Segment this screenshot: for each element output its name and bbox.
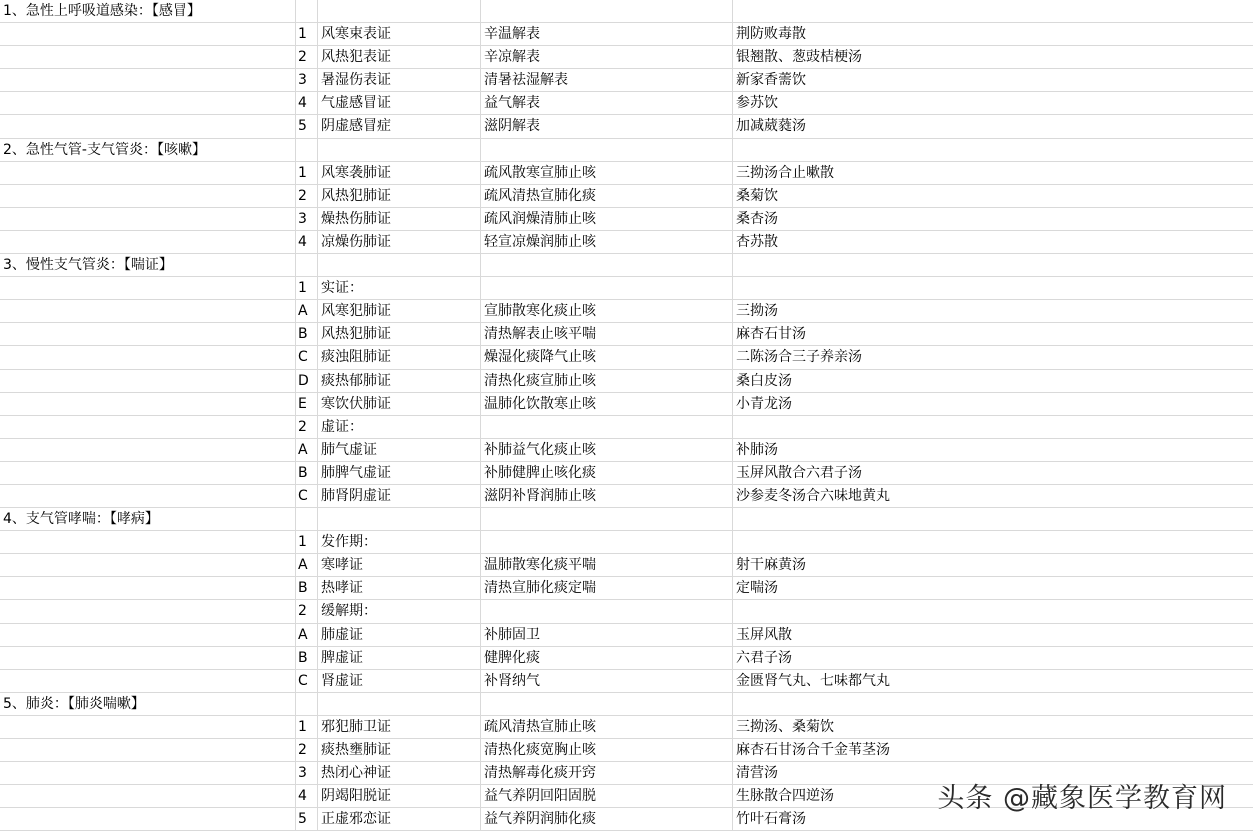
treatment-method-cell[interactable]: 疏风清热宣肺化痰 <box>481 185 733 207</box>
treatment-method-cell[interactable]: 补肺健脾止咳化痰 <box>481 462 733 484</box>
treatment-method-cell[interactable] <box>481 416 733 438</box>
formula-cell[interactable]: 三拗汤合止嗽散 <box>736 164 834 181</box>
index-cell[interactable]: D <box>296 370 318 392</box>
syndrome-cell[interactable]: 邪犯肺卫证 <box>318 716 481 738</box>
empty-cell[interactable] <box>318 254 481 276</box>
table-row <box>0 439 1253 462</box>
formula-cell[interactable]: 杏苏散 <box>736 233 778 250</box>
treatment-method-cell[interactable]: 清暑祛湿解表 <box>481 69 733 91</box>
syndrome-cell[interactable]: 正虚邪恋证 <box>318 808 481 830</box>
index-cell[interactable]: 3 <box>296 69 318 91</box>
formula-cell[interactable]: 补肺汤 <box>736 441 778 458</box>
empty-cell[interactable] <box>481 0 733 22</box>
formula-cell[interactable]: 生脉散合四逆汤 <box>736 788 834 805</box>
syndrome-cell[interactable]: 热闭心神证 <box>318 762 481 784</box>
table-row <box>0 23 1253 46</box>
treatment-method-cell[interactable]: 益气养阴回阳固脱 <box>481 785 733 807</box>
treatment-method-cell[interactable]: 轻宣凉燥润肺止咳 <box>481 231 733 253</box>
table-row <box>0 277 1253 300</box>
table-row <box>0 600 1253 623</box>
empty-cell[interactable] <box>0 647 296 669</box>
empty-cell[interactable] <box>733 139 1253 161</box>
empty-cell[interactable] <box>0 346 296 368</box>
syndrome-cell[interactable]: 痰热郁肺证 <box>318 370 481 392</box>
table-row <box>0 115 1253 138</box>
syndrome-cell[interactable]: 寒哮证 <box>318 554 481 576</box>
syndrome-cell[interactable]: 阴虚感冒症 <box>318 115 481 137</box>
empty-cell[interactable] <box>0 46 296 68</box>
index-cell[interactable]: 2 <box>296 600 318 622</box>
syndrome-cell[interactable]: 暑湿伤表证 <box>318 69 481 91</box>
index-cell[interactable]: 1 <box>296 716 318 738</box>
treatment-method-cell[interactable]: 疏风散寒宣肺止咳 <box>481 162 733 184</box>
table-row <box>0 554 1253 577</box>
empty-cell[interactable] <box>0 23 296 45</box>
formula-cell[interactable]: 玉屏风散 <box>736 626 792 643</box>
empty-cell[interactable] <box>0 231 296 253</box>
formula-cell[interactable]: 三拗汤 <box>736 303 778 320</box>
treatment-method-cell[interactable]: 温肺化饮散寒止咳 <box>481 393 733 415</box>
section-row <box>0 693 1253 716</box>
watermark: 头条 @藏象医学教育网 <box>937 783 1227 814</box>
treatment-method-cell[interactable]: 滋阴解表 <box>481 115 733 137</box>
table-row <box>0 647 1253 670</box>
empty-cell[interactable] <box>481 139 733 161</box>
formula-cell[interactable]: 金匮肾气丸、七味都气丸 <box>736 672 890 689</box>
index-cell[interactable]: 2 <box>296 46 318 68</box>
empty-cell[interactable] <box>0 554 296 576</box>
section-title-cell[interactable]: 3、慢性支气管炎：【喘证】 <box>0 254 296 276</box>
treatment-method-cell[interactable] <box>481 600 733 622</box>
empty-cell[interactable] <box>0 208 296 230</box>
treatment-method-cell[interactable]: 清热解表止咳平喘 <box>481 323 733 345</box>
index-cell[interactable]: C <box>296 485 318 507</box>
index-cell[interactable]: 4 <box>296 231 318 253</box>
empty-cell[interactable] <box>318 0 481 22</box>
empty-cell[interactable] <box>0 716 296 738</box>
empty-cell[interactable] <box>0 393 296 415</box>
empty-cell[interactable] <box>0 762 296 784</box>
formula-cell[interactable]: 射干麻黄汤 <box>736 557 806 574</box>
empty-cell[interactable] <box>0 115 296 137</box>
index-cell[interactable]: A <box>296 554 318 576</box>
formula-cell[interactable]: 定喘汤 <box>736 580 778 597</box>
treatment-method-cell[interactable] <box>481 277 733 299</box>
formula-cell[interactable]: 沙参麦冬汤合六味地黄丸 <box>736 487 890 504</box>
treatment-method-cell[interactable]: 益气养阴润肺化痰 <box>481 808 733 830</box>
treatment-method-cell[interactable]: 辛凉解表 <box>481 46 733 68</box>
syndrome-cell[interactable]: 痰热壅肺证 <box>318 739 481 761</box>
empty-cell[interactable] <box>0 162 296 184</box>
empty-cell[interactable] <box>318 693 481 715</box>
syndrome-cell[interactable]: 风寒袭肺证 <box>318 162 481 184</box>
empty-cell[interactable] <box>0 624 296 646</box>
syndrome-cell[interactable]: 实证： <box>318 277 481 299</box>
syndrome-cell[interactable]: 肺脾气虚证 <box>318 462 481 484</box>
empty-cell[interactable] <box>0 300 296 322</box>
treatment-method-cell[interactable]: 辛温解表 <box>481 23 733 45</box>
empty-cell[interactable] <box>296 693 318 715</box>
formula-cell[interactable]: 玉屏风散合六君子汤 <box>736 464 862 481</box>
formula-cell[interactable]: 六君子汤 <box>736 649 792 666</box>
treatment-method-cell[interactable] <box>481 531 733 553</box>
treatment-method-cell[interactable]: 清热化痰宣肺止咳 <box>481 370 733 392</box>
syndrome-cell[interactable]: 气虚感冒证 <box>318 92 481 114</box>
empty-cell[interactable] <box>318 139 481 161</box>
index-cell[interactable]: B <box>296 462 318 484</box>
empty-cell[interactable] <box>0 670 296 692</box>
empty-cell[interactable] <box>0 277 296 299</box>
table-row <box>0 323 1253 346</box>
index-cell[interactable]: 1 <box>296 23 318 45</box>
table-row <box>0 208 1253 231</box>
formula-cell[interactable]: 麻杏石甘汤 <box>736 326 806 343</box>
treatment-method-cell[interactable]: 疏风润燥清肺止咳 <box>481 208 733 230</box>
treatment-method-cell[interactable]: 宣肺散寒化痰止咳 <box>481 300 733 322</box>
formula-cell[interactable]: 桑杏汤 <box>736 210 778 227</box>
index-cell[interactable]: A <box>296 624 318 646</box>
empty-cell[interactable] <box>0 92 296 114</box>
empty-cell[interactable] <box>733 254 1253 276</box>
formula-cell[interactable]: 麻杏石甘汤合千金苇茎汤 <box>736 742 890 758</box>
table-row <box>0 46 1253 69</box>
index-cell[interactable]: 2 <box>296 739 318 761</box>
treatment-method-cell[interactable]: 滋阴补肾润肺止咳 <box>481 485 733 507</box>
syndrome-cell[interactable]: 风寒束表证 <box>318 23 481 45</box>
table-row <box>0 162 1253 185</box>
empty-cell[interactable] <box>481 508 733 530</box>
table-row <box>0 739 1253 762</box>
section-row <box>0 0 1253 23</box>
table-row <box>0 416 1253 439</box>
formula-cell[interactable]: 加减葳蕤汤 <box>736 118 806 135</box>
empty-cell[interactable] <box>296 254 318 276</box>
syndrome-cell[interactable]: 热哮证 <box>318 577 481 599</box>
empty-cell[interactable] <box>0 485 296 507</box>
treatment-method-cell[interactable]: 燥湿化痰降气止咳 <box>481 346 733 368</box>
index-cell[interactable]: 4 <box>296 92 318 114</box>
index-cell[interactable]: C <box>296 346 318 368</box>
empty-cell[interactable] <box>0 531 296 553</box>
table-row <box>0 92 1253 115</box>
section-row <box>0 254 1253 277</box>
index-cell[interactable]: 5 <box>296 808 318 830</box>
index-cell[interactable]: 2 <box>296 185 318 207</box>
index-cell[interactable]: A <box>296 439 318 461</box>
formula-cell[interactable] <box>733 277 1253 299</box>
section-row <box>0 139 1253 162</box>
formula-cell[interactable]: 二陈汤合三子养亲汤 <box>736 349 862 366</box>
syndrome-cell[interactable]: 肾虚证 <box>318 670 481 692</box>
formula-cell[interactable]: 荆防败毒散 <box>736 26 806 43</box>
syndrome-cell[interactable]: 脾虚证 <box>318 647 481 669</box>
syndrome-cell[interactable]: 寒饮伏肺证 <box>318 393 481 415</box>
empty-cell[interactable] <box>0 785 296 807</box>
syndrome-cell[interactable]: 风热犯肺证 <box>318 185 481 207</box>
treatment-method-cell[interactable]: 温肺散寒化痰平喘 <box>481 554 733 576</box>
index-cell[interactable]: 4 <box>296 785 318 807</box>
index-cell[interactable]: B <box>296 577 318 599</box>
syndrome-cell[interactable]: 风热犯表证 <box>318 46 481 68</box>
table-row <box>0 577 1253 600</box>
section-title-cell[interactable]: 4、支气管哮喘：【哮病】 <box>0 508 296 530</box>
syndrome-cell[interactable]: 发作期： <box>318 531 481 553</box>
treatment-method-cell[interactable]: 清热化痰宽胸止咳 <box>481 739 733 761</box>
table-row <box>0 370 1253 393</box>
treatment-method-cell[interactable]: 补肺益气化痰止咳 <box>481 439 733 461</box>
syndrome-cell[interactable]: 缓解期： <box>318 600 481 622</box>
section-row <box>0 508 1253 531</box>
index-cell[interactable]: 1 <box>296 162 318 184</box>
empty-cell[interactable] <box>0 416 296 438</box>
formula-cell[interactable]: 小青龙汤 <box>736 395 792 412</box>
treatment-method-cell[interactable]: 疏风清热宣肺止咳 <box>481 716 733 738</box>
index-cell[interactable]: B <box>296 323 318 345</box>
syndrome-cell[interactable]: 风热犯肺证 <box>318 323 481 345</box>
section-title-cell[interactable]: 2、急性气管-支气管炎：【咳嗽】 <box>0 139 296 161</box>
empty-cell[interactable] <box>0 69 296 91</box>
formula-cell[interactable]: 清营汤 <box>736 765 778 782</box>
table-row <box>0 185 1253 208</box>
table-row <box>0 531 1253 554</box>
syndrome-cell[interactable]: 燥热伤肺证 <box>318 208 481 230</box>
treatment-method-cell[interactable]: 清热解毒化痰开窍 <box>481 762 733 784</box>
syndrome-cell[interactable]: 痰浊阻肺证 <box>318 346 481 368</box>
treatment-method-cell[interactable]: 清热宣肺化痰定喘 <box>481 577 733 599</box>
table-row <box>0 69 1253 92</box>
empty-cell[interactable] <box>0 600 296 622</box>
empty-cell[interactable] <box>0 808 296 830</box>
section-title-cell[interactable]: 1、急性上呼吸道感染：【感冒】 <box>0 0 296 22</box>
index-cell[interactable]: 1 <box>296 531 318 553</box>
table-row <box>0 300 1253 323</box>
table-row <box>0 462 1253 485</box>
treatment-method-cell[interactable]: 补肺固卫 <box>481 624 733 646</box>
formula-cell[interactable] <box>733 531 1253 553</box>
syndrome-cell[interactable]: 肺气虚证 <box>318 439 481 461</box>
formula-cell[interactable]: 参苏饮 <box>736 95 778 112</box>
empty-cell[interactable] <box>0 323 296 345</box>
empty-cell[interactable] <box>296 0 318 22</box>
treatment-method-cell[interactable]: 补肾纳气 <box>481 670 733 692</box>
index-cell[interactable]: 3 <box>296 762 318 784</box>
syndrome-cell[interactable]: 凉燥伤肺证 <box>318 231 481 253</box>
empty-cell[interactable] <box>0 439 296 461</box>
empty-cell[interactable] <box>0 739 296 761</box>
formula-cell[interactable]: 桑菊饮 <box>736 187 778 204</box>
index-cell[interactable]: A <box>296 300 318 322</box>
syndrome-cell[interactable]: 风寒犯肺证 <box>318 300 481 322</box>
formula-cell[interactable] <box>733 600 1253 622</box>
syndrome-cell[interactable]: 肺虚证 <box>318 624 481 646</box>
empty-cell[interactable] <box>0 462 296 484</box>
empty-cell[interactable] <box>0 185 296 207</box>
index-cell[interactable]: 2 <box>296 416 318 438</box>
table-row <box>0 624 1253 647</box>
empty-cell[interactable] <box>296 139 318 161</box>
empty-cell[interactable] <box>733 508 1253 530</box>
index-cell[interactable]: 3 <box>296 208 318 230</box>
syndrome-cell[interactable]: 阴竭阳脱证 <box>318 785 481 807</box>
section-title-cell[interactable]: 5、肺炎：【肺炎喘嗽】 <box>0 693 296 715</box>
index-cell[interactable]: B <box>296 647 318 669</box>
treatment-method-cell[interactable]: 益气解表 <box>481 92 733 114</box>
table-row <box>0 231 1253 254</box>
syndrome-cell[interactable]: 肺肾阴虚证 <box>318 485 481 507</box>
index-cell[interactable]: 1 <box>296 277 318 299</box>
index-cell[interactable]: 5 <box>296 115 318 137</box>
formula-cell[interactable]: 三拗汤、桑菊饮 <box>736 718 834 735</box>
empty-cell[interactable] <box>296 508 318 530</box>
formula-cell[interactable]: 新家香薷饮 <box>736 72 806 89</box>
empty-cell[interactable] <box>0 370 296 392</box>
treatment-method-cell[interactable]: 健脾化痰 <box>481 647 733 669</box>
empty-cell[interactable] <box>733 693 1253 715</box>
empty-cell[interactable] <box>481 693 733 715</box>
table-row <box>0 716 1253 739</box>
index-cell[interactable]: C <box>296 670 318 692</box>
table-row <box>0 485 1253 508</box>
formula-cell[interactable]: 银翘散、葱豉桔梗汤 <box>736 49 862 66</box>
formula-cell[interactable]: 桑白皮汤 <box>736 372 792 389</box>
index-cell[interactable]: E <box>296 393 318 415</box>
formula-cell[interactable] <box>733 416 1253 438</box>
empty-cell[interactable] <box>481 254 733 276</box>
table-row <box>0 670 1253 693</box>
syndrome-cell[interactable]: 虚证： <box>318 416 481 438</box>
formula-cell[interactable]: 竹叶石膏汤 <box>736 811 806 828</box>
empty-cell[interactable] <box>0 577 296 599</box>
empty-cell[interactable] <box>318 508 481 530</box>
empty-cell[interactable] <box>733 0 1253 22</box>
table-row <box>0 346 1253 369</box>
table-row <box>0 393 1253 416</box>
